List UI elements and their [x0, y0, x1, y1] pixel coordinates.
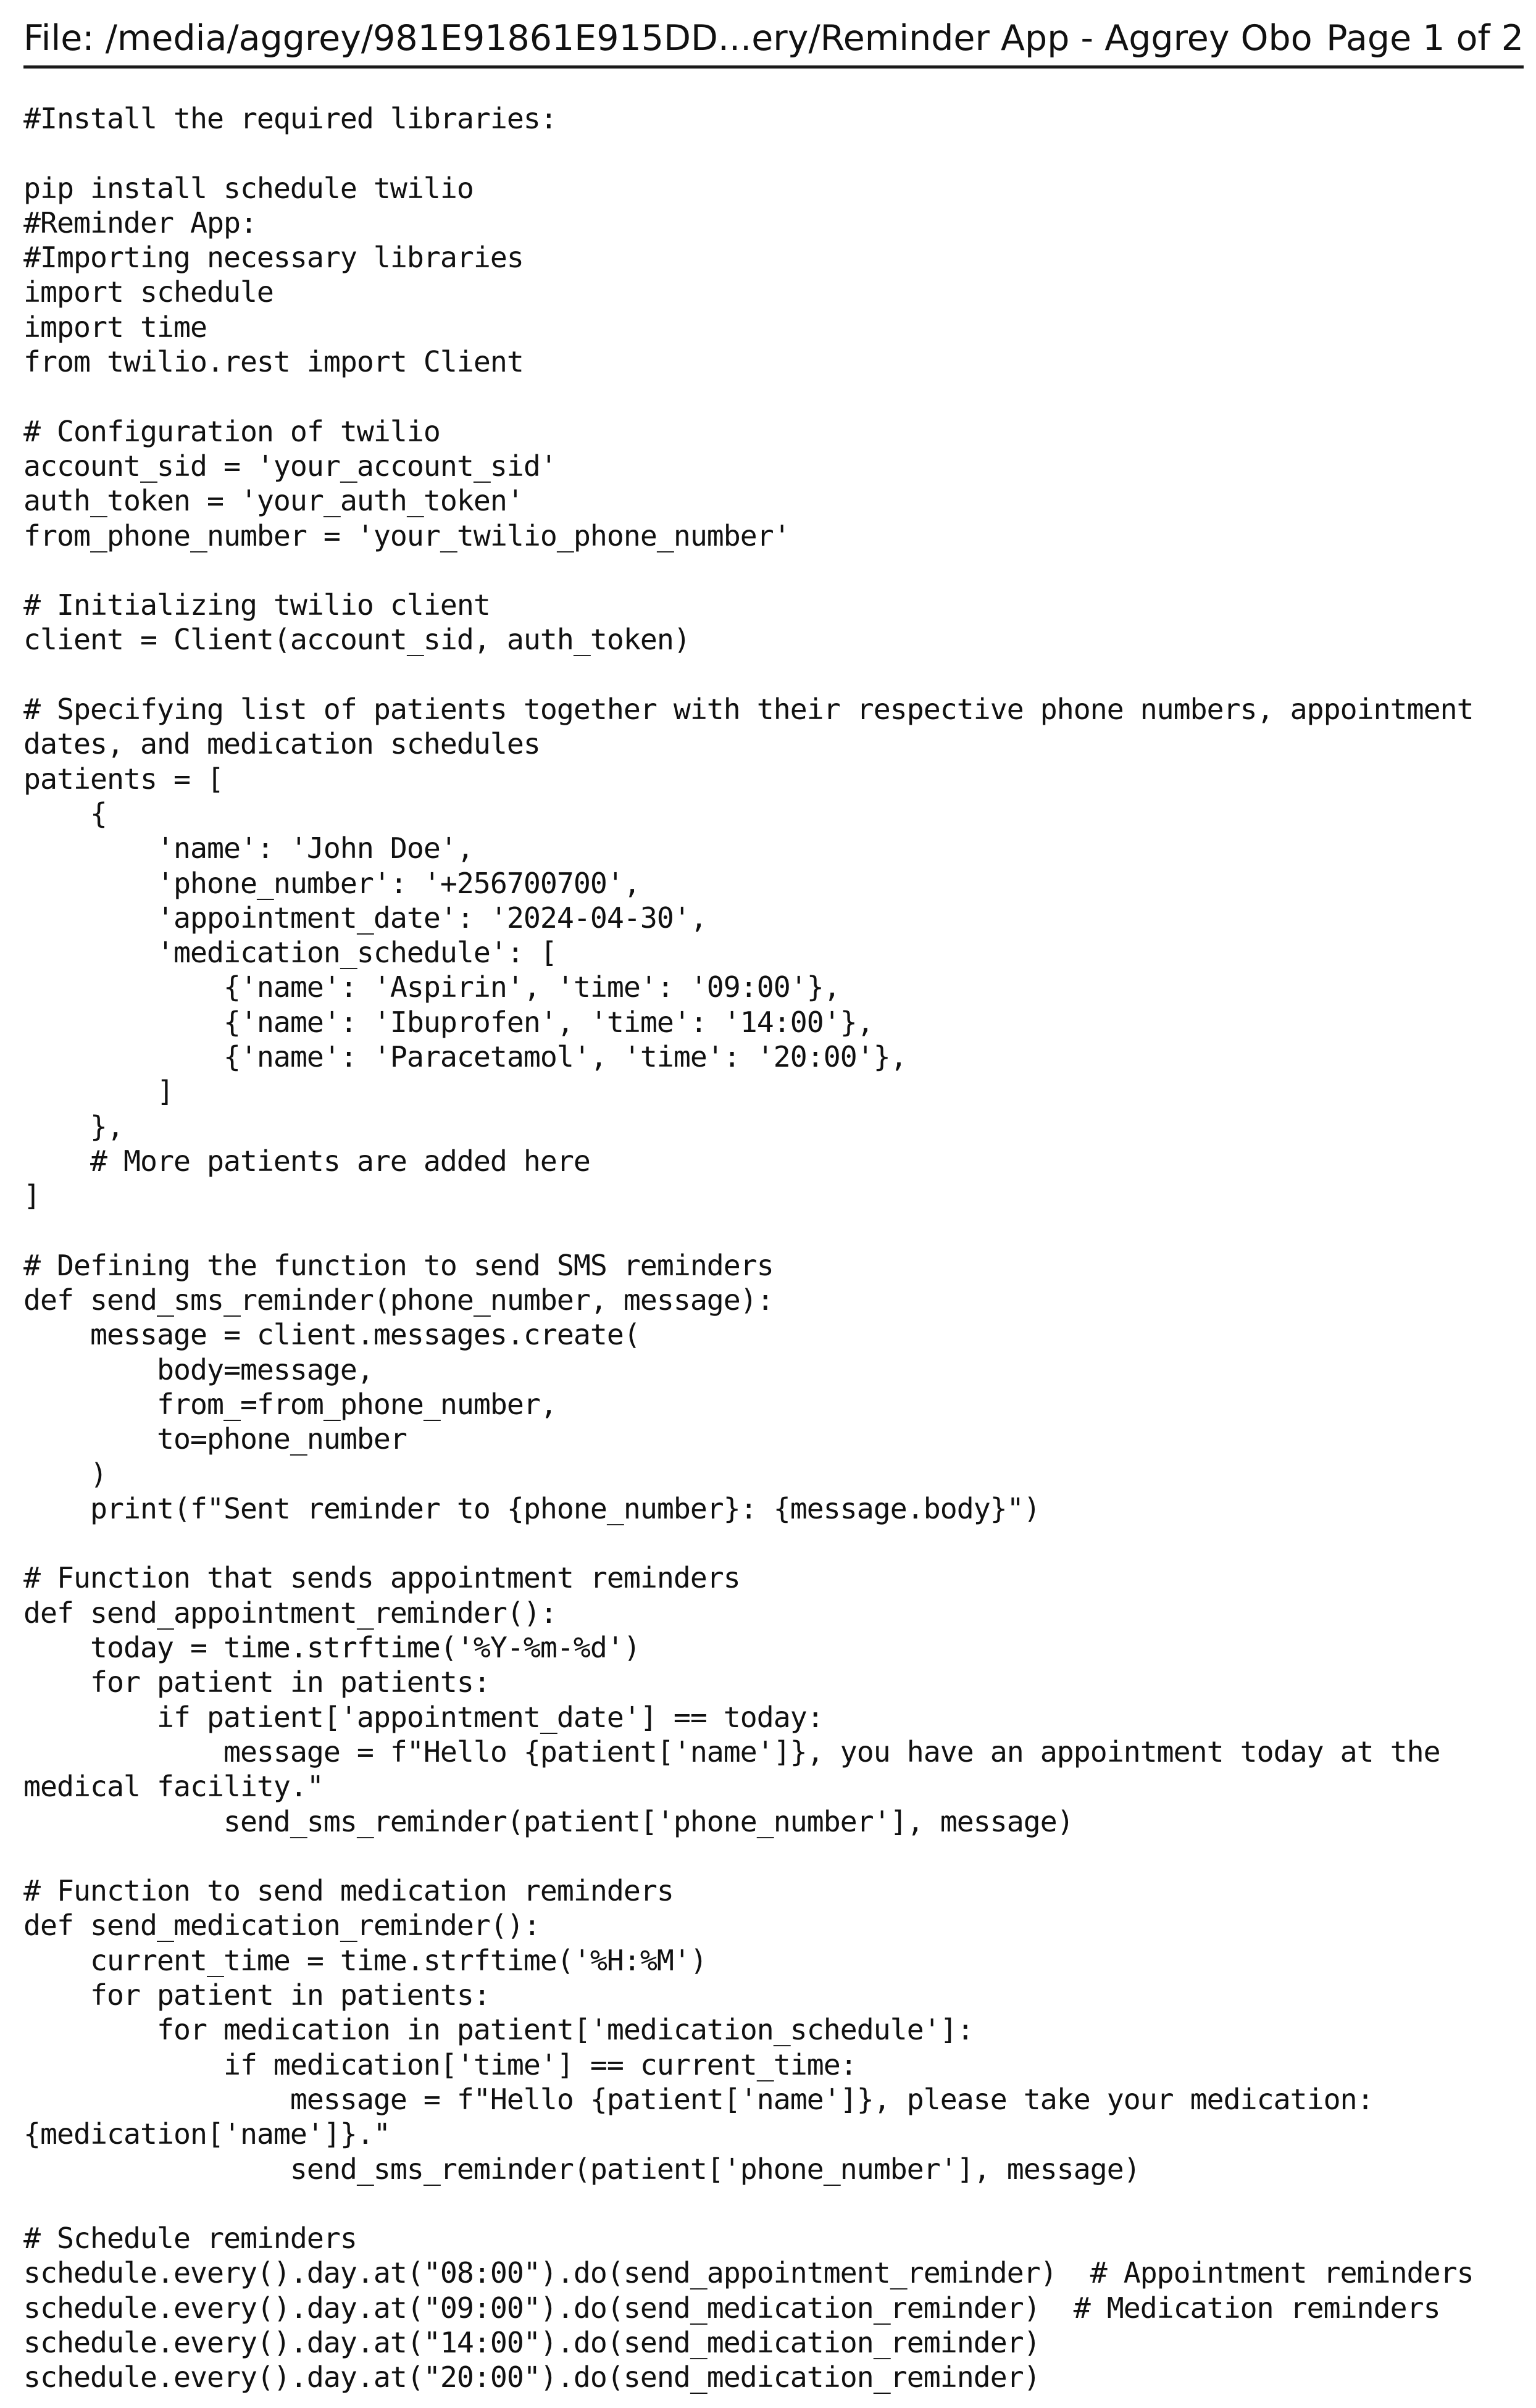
code-line: to=phone_number [23, 1422, 407, 1456]
code-line [23, 136, 1524, 170]
code-line: schedule.every().day.at("14:00").do(send_medication_reminder) [23, 2326, 1040, 2359]
code-line [23, 379, 1524, 414]
code-line: def send_medication_reminder(): [23, 1909, 540, 1943]
code-listing [23, 101, 1524, 2395]
code-line: message = f"Hello {patient['name']}, please take your medication: [23, 2082, 1374, 2116]
code-line: patients = [ [23, 762, 223, 796]
code-line: # Configuration of twilio [23, 414, 440, 448]
code-line: for patient in patients: [23, 1978, 490, 2012]
code-line: current_time = time.strftime('%H:%M') [23, 1943, 707, 1977]
code-line: print(f"Sent reminder to {phone_number}: {message.body}") [23, 1491, 1040, 1525]
code-line: medical facility." [23, 1770, 323, 1804]
code-line: 'appointment_date': '2024-04-30', [23, 901, 707, 935]
code-line: from_phone_number = 'your_twilio_phone_number' [23, 519, 790, 552]
code-line: {medication['name']}." [23, 2117, 390, 2151]
code-line: # Schedule reminders [23, 2222, 357, 2256]
code-line: # Initializing twilio client [23, 588, 490, 622]
code-line: # Function to send medication reminders [23, 1874, 674, 1908]
code-line: 'medication_schedule': [ [23, 936, 557, 970]
code-line: ] [23, 1075, 173, 1109]
code-line: # Function that sends appointment reminders [23, 1561, 740, 1595]
code-line: account_sid = 'your_account_sid' [23, 449, 557, 483]
code-line: schedule.every().day.at("09:00").do(send_medication_reminder) # Medication reminders [23, 2291, 1440, 2325]
code-line: dates, and medication schedules [23, 727, 540, 761]
code-line [23, 1526, 1524, 1560]
code-line: {'name': 'Aspirin', 'time': '09:00'}, [23, 970, 840, 1004]
code-line: {'name': 'Ibuprofen', 'time': '14:00'}, [23, 1005, 874, 1039]
code-line: for patient in patients: [23, 1665, 490, 1699]
code-line: pip install schedule twilio [23, 171, 474, 205]
code-line: import schedule [23, 275, 273, 309]
code-line: auth_token = 'your_auth_token' [23, 484, 524, 518]
code-line: def send_sms_reminder(phone_number, message): [23, 1283, 774, 1317]
code-line: schedule.every().day.at("20:00").do(send_medication_reminder) [23, 2360, 1040, 2394]
code-line: # Defining the function to send SMS reminders [23, 1248, 774, 1282]
page-header [23, 9, 1524, 69]
code-line: def send_appointment_reminder(): [23, 1596, 557, 1630]
code-line [23, 553, 1524, 588]
code-line: if patient['appointment_date'] == today: [23, 1700, 824, 1734]
code-line: {'name': 'Paracetamol', 'time': '20:00'}, [23, 1040, 907, 1074]
code-line: from_=from_phone_number, [23, 1387, 557, 1421]
code-line: }, [23, 1109, 123, 1143]
code-line: if medication['time'] == current_time: [23, 2048, 857, 2081]
code-line [23, 1214, 1524, 1248]
code-line: send_sms_reminder(patient['phone_number'], message) [23, 1804, 1074, 1838]
code-line [23, 1839, 1524, 1873]
code-line: 'phone_number': '+256700700', [23, 866, 640, 900]
code-line: for medication in patient['medication_schedule']: [23, 2013, 974, 2047]
code-line: message = f"Hello {patient['name']}, you have an appointment today at the [23, 1735, 1440, 1769]
code-line: 'name': 'John Doe', [23, 831, 474, 865]
code-line: import time [23, 310, 207, 344]
code-line: ] [23, 1179, 40, 1213]
code-line [23, 657, 1524, 692]
code-line: body=message, [23, 1352, 374, 1386]
code-line: # More patients are added here [23, 1144, 590, 1178]
code-line: #Importing necessary libraries [23, 241, 524, 275]
code-line: schedule.every().day.at("08:00").do(send_appointment_reminder) # Appointment reminders [23, 2256, 1474, 2290]
page-indicator: Page 1 of 2 [1326, 18, 1524, 59]
code-line [23, 2186, 1524, 2221]
file-path-title: File: /media/aggrey/981E91861E915DD...ery/Reminder App - Aggrey Obo [23, 18, 1313, 59]
code-line: today = time.strftime('%Y-%m-%d') [23, 1631, 640, 1665]
code-line: #Install the required libraries: [23, 102, 557, 135]
code-line: send_sms_reminder(patient['phone_number'], message) [23, 2152, 1140, 2186]
code-line: # Specifying list of patients together with their respective phone numbers, appointment [23, 693, 1474, 727]
code-line: ) [23, 1457, 107, 1491]
code-line: { [23, 796, 107, 830]
code-line: message = client.messages.create( [23, 1318, 640, 1352]
code-line: #Reminder App: [23, 206, 257, 240]
code-line: client = Client(account_sid, auth_token) [23, 623, 690, 657]
code-line: from twilio.rest import Client [23, 345, 524, 379]
